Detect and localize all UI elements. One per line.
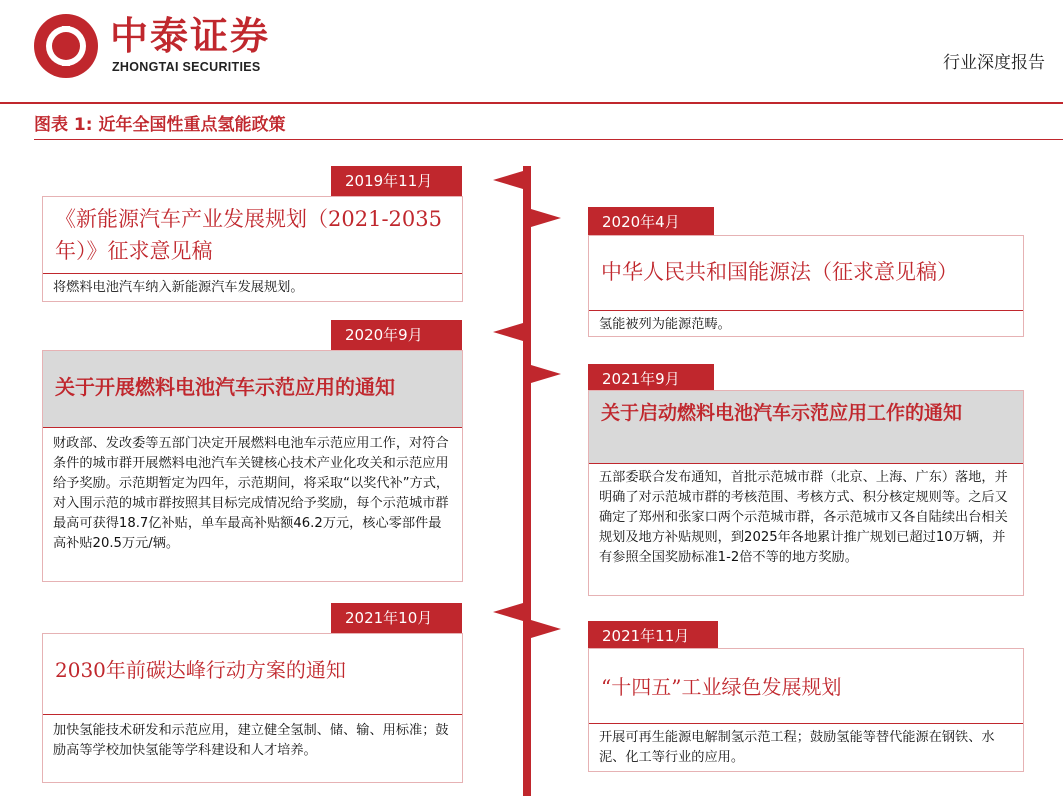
policy-card [588,648,1024,772]
timeline-pointer-right-icon [531,209,561,227]
timeline-pointer-left-icon [493,323,523,341]
policy-title: 中华人民共和国能源法（征求意见稿） [601,260,958,284]
policy-card [588,235,1024,337]
policy-title: 《新能源汽车产业发展规划（2021-2035年）》征求意见稿 [55,207,442,263]
policy-title: 关于启动燃料电池汽车示范应用工作的通知 [589,391,1023,463]
policy-description: 加快氢能技术研发和示范应用，建立健全氢制、储、输、用标准；鼓励高等学校加快氢能等学科建设和人才培养。 [43,714,462,782]
policy-title: “十四五”工业绿色发展规划 [601,675,842,699]
timeline-pointer-left-icon [493,603,523,621]
timeline-pointer-right-icon [531,365,561,383]
policy-date-tag: 2019年11月 [331,166,462,196]
policy-date-tag: 2020年4月 [588,207,714,237]
policy-date-tag: 2021年10月 [331,603,462,633]
timeline-pointer-right-icon [531,620,561,638]
policy-date-tag: 2021年9月 [588,364,714,394]
company-name-cn: 中泰证券 [110,14,271,58]
header-divider [0,102,1063,104]
policy-description: 将燃料电池汽车纳入新能源汽车发展规划。 [43,273,462,301]
policy-card [42,633,463,783]
policy-date-tag: 2020年9月 [331,320,462,350]
timeline-pointer-left-icon [493,171,523,189]
policy-date-tag: 2021年11月 [588,621,718,651]
policy-card [42,350,463,582]
policy-card [588,390,1024,596]
policy-description: 财政部、发改委等五部门决定开展燃料电池车示范应用工作，对符合条件的城市群开展燃料电池汽车关键核心技术产业化攻关和示范应用给予奖励。示范期暂定为四年，示范期间，将采取“以奖代补”方式，对入围示范的城市群按照其目标完成情况给予奖励，每个示范城市群最高可获得18.7亿补贴，单车最高补贴额46.2万元，核心零部件最高补贴20.5万元/辆。 [43,427,462,581]
timeline-axis [523,166,531,796]
policy-description: 五部委联合发布通知，首批示范城市群（北京、上海、广东）落地，并明确了对示范城市群的考核范围、考核方式、积分核定规则等。之后又确定了郑州和张家口两个示范城市群，各示范城市又各自陆续出台相关规划及地方补贴规则，到2025年各地累计推广规划已超过10万辆，并有参照全国奖励标准1-2倍不等的地方奖励。 [589,463,1023,595]
figure-title: 图表 1: 近年全国性重点氢能政策 [34,115,286,135]
company-logo-icon [34,14,98,78]
report-type: 行业深度报告 [943,53,1045,73]
policy-title: 2030年前碳达峰行动方案的通知 [55,658,346,682]
company-name-en: ZHONGTAI SECURITIES [112,60,261,74]
policy-description: 开展可再生能源电解制氢示范工程；鼓励氢能等替代能源在钢铁、水泥、化工等行业的应用。 [589,723,1023,771]
figure-title-divider [34,139,1063,140]
policy-title: 关于开展燃料电池汽车示范应用的通知 [43,351,462,427]
policy-card [42,196,463,302]
policy-description: 氢能被列为能源范畴。 [589,310,1023,336]
